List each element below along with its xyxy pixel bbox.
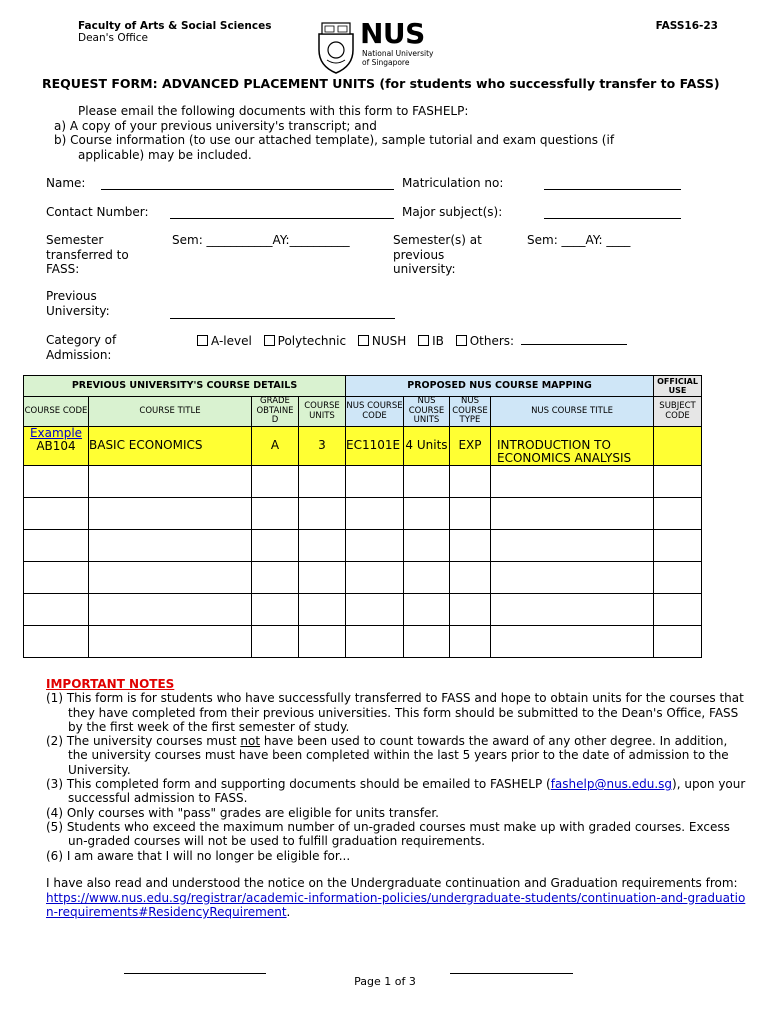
option-polytechnic[interactable] (264, 334, 346, 348)
cell[interactable] (299, 562, 346, 594)
intro-item-b: b) Course information (to use our attached template), sample tutorial and exam questions (if (54, 133, 615, 147)
col-nus-code: NUS COURSE CODE (346, 397, 404, 427)
nus-logo (317, 17, 447, 74)
major-label: Major subject(s): (402, 205, 503, 219)
cell[interactable] (346, 626, 404, 658)
name-label: Name: (46, 176, 86, 190)
semester-transferred-field[interactable]: Sem: ___________AY:__________ (172, 233, 350, 247)
note-6: (6) I am aware that I will no longer be eligible for... (46, 848, 351, 863)
example-nus-code: EC1101E (346, 427, 404, 466)
option-nush-label: NUSH (371, 334, 407, 348)
col-nus-units: NUS COURSE UNITS (404, 397, 450, 427)
cell[interactable] (450, 594, 491, 626)
cell[interactable] (252, 594, 299, 626)
cell[interactable] (404, 498, 450, 530)
cell[interactable] (654, 562, 702, 594)
group-official-header: OFFICIAL USE (654, 376, 702, 397)
cell[interactable] (89, 530, 252, 562)
cell[interactable] (24, 498, 89, 530)
intro-block (42, 104, 742, 162)
notes-heading: IMPORTANT NOTES (46, 677, 175, 691)
logo-text: NUS (360, 17, 425, 50)
semester-previous-label: Semester(s) at previous university: (393, 233, 482, 276)
note-2-a: (2) The university courses must (46, 734, 241, 749)
cell[interactable] (24, 594, 89, 626)
group-previous-header: PREVIOUS UNIVERSITY'S COURSE DETAILS (24, 376, 346, 397)
declaration (46, 876, 746, 920)
cell[interactable] (24, 562, 89, 594)
table-row (24, 466, 702, 498)
matric-field[interactable] (544, 176, 681, 190)
note-4: (4) Only courses with "pass" grades are eligible for units transfer. (46, 805, 439, 820)
intro-line: Please email the following documents with this form to FASHELP: (78, 104, 469, 118)
note-2 (46, 734, 746, 777)
option-alevel-label: A-level (211, 334, 252, 348)
cell[interactable] (450, 530, 491, 562)
semester-transferred-label: Semester transferred to FASS: (46, 233, 129, 276)
example-subject-code (654, 427, 702, 466)
cell[interactable] (404, 562, 450, 594)
cell[interactable] (654, 466, 702, 498)
cell[interactable] (450, 466, 491, 498)
cell[interactable] (491, 466, 654, 498)
category-options (197, 333, 627, 349)
col-units: COURSE UNITS (299, 397, 346, 427)
checkbox-icon (358, 335, 369, 346)
table-row (24, 530, 702, 562)
col-course-title: COURSE TITLE (89, 397, 252, 427)
table-row (24, 594, 702, 626)
matric-label: Matriculation no: (402, 176, 504, 190)
checkbox-icon (264, 335, 275, 346)
intro-item-b-cont: applicable) may be included. (78, 147, 252, 162)
note-3 (46, 777, 746, 806)
col-nus-type: NUS COURSE TYPE (450, 397, 491, 427)
cell[interactable] (346, 562, 404, 594)
logo-sub1: National University (362, 49, 434, 58)
cell[interactable] (252, 530, 299, 562)
cell[interactable] (491, 530, 654, 562)
cell[interactable] (450, 562, 491, 594)
major-field[interactable] (544, 205, 681, 219)
table-row (24, 562, 702, 594)
example-course-code (24, 427, 89, 466)
others-field[interactable] (521, 333, 627, 345)
form-title: REQUEST FORM: ADVANCED PLACEMENT UNITS (for students who successfully transfer to FASS) (42, 76, 720, 91)
cell[interactable] (89, 466, 252, 498)
checkbox-icon (418, 335, 429, 346)
note-5: (5) Students who exceed the maximum number of un-graded courses must make up with graded courses. Excess un-graded courses will not be used to fulfill graduation requirements. (46, 819, 730, 849)
col-grade: GRADE OBTAINE D (252, 397, 299, 427)
cell[interactable] (654, 530, 702, 562)
cell[interactable] (24, 466, 89, 498)
note-3-b: ), upon your successful admission to FASS. (68, 777, 746, 806)
cell[interactable] (450, 626, 491, 658)
option-others[interactable] (456, 334, 514, 348)
cell[interactable] (346, 498, 404, 530)
cell[interactable] (654, 626, 702, 658)
cell[interactable] (404, 466, 450, 498)
cell[interactable] (491, 498, 654, 530)
form-code: FASS16-23 (655, 20, 718, 32)
cell[interactable] (491, 626, 654, 658)
option-others-label: Others: (469, 334, 515, 348)
cell[interactable] (252, 562, 299, 594)
logo-subtitle (362, 50, 433, 67)
example-units: 3 (299, 427, 346, 466)
previous-university-label: Previous University: (46, 289, 110, 318)
example-row (24, 427, 702, 466)
note-3-a: (3) This completed form and supporting documents should be emailed to FASHELP ( (46, 777, 551, 792)
cell[interactable] (450, 498, 491, 530)
course-table (23, 375, 702, 658)
cell[interactable] (404, 626, 450, 658)
note-2-not: not (240, 734, 261, 749)
option-ib[interactable] (418, 334, 444, 348)
checkbox-icon (456, 335, 467, 346)
checkbox-icon (197, 335, 208, 346)
cell[interactable] (346, 594, 404, 626)
faculty-header (78, 20, 271, 44)
requirements-link[interactable]: https://www.nus.edu.sg/registrar/academic-information-policies/undergraduate-students/continuation-and-graduation-requirements#ResidencyRequirement (46, 890, 746, 919)
cell[interactable] (24, 530, 89, 562)
table-row (24, 626, 702, 658)
cell[interactable] (299, 594, 346, 626)
cell[interactable] (89, 498, 252, 530)
cell[interactable] (89, 594, 252, 626)
name-field[interactable] (101, 176, 394, 190)
cell[interactable] (89, 626, 252, 658)
group-nus-header: PROPOSED NUS COURSE MAPPING (346, 376, 654, 397)
cell[interactable] (654, 498, 702, 530)
example-label: Example (29, 426, 83, 440)
cell[interactable] (299, 530, 346, 562)
cell[interactable] (404, 594, 450, 626)
important-notes (46, 677, 746, 863)
cell[interactable] (89, 562, 252, 594)
example-grade: A (252, 427, 299, 466)
option-polytechnic-label: Polytechnic (277, 334, 347, 348)
cell[interactable] (252, 466, 299, 498)
declaration-end: . (286, 905, 291, 919)
example-code-value: AB104 (36, 439, 76, 453)
fashelp-email-link[interactable]: fashelp@nus.edu.sg (550, 777, 673, 792)
cell[interactable] (252, 498, 299, 530)
page-number: Page 1 of 3 (354, 975, 416, 988)
example-nus-units: 4 Units (404, 427, 450, 466)
cell[interactable] (654, 594, 702, 626)
col-course-code: COURSE CODE (24, 397, 89, 427)
note-2-b: have been used to count towards the award of any other degree. In addition, the university courses must have been completed within the last 5 years prior to the date of admission to the University. (68, 734, 729, 777)
category-label: Category of Admission: (46, 333, 117, 362)
intro-item-a: a) A copy of your previous university's transcript; and (54, 118, 377, 133)
col-subject-code: SUBJECT CODE (654, 397, 702, 427)
cell[interactable] (346, 530, 404, 562)
signature-line[interactable] (124, 973, 266, 974)
cell[interactable] (299, 626, 346, 658)
cell[interactable] (252, 626, 299, 658)
contact-label: Contact Number: (46, 205, 149, 219)
example-nus-type: EXP (450, 427, 491, 466)
option-nush[interactable] (358, 334, 406, 348)
cell[interactable] (24, 626, 89, 658)
cell[interactable] (404, 530, 450, 562)
option-ib-label: IB (432, 334, 444, 348)
previous-university-field[interactable] (170, 305, 395, 319)
example-course-title: BASIC ECONOMICS (89, 427, 252, 466)
note-1: (1) This form is for students who have successfully transferred to FASS and hope to obtain units for the courses that they have completed from their previous universities. This form should be submitted to the Dean's Office, FASS by the first week of the first semester of study. (46, 691, 744, 734)
table-row (24, 498, 702, 530)
faculty-name: Faculty of Arts & Social Sciences (78, 20, 272, 32)
semester-previous-field[interactable]: Sem: ____AY: ____ (527, 233, 631, 247)
cell[interactable] (346, 466, 404, 498)
contact-field[interactable] (170, 205, 394, 219)
cell[interactable] (491, 562, 654, 594)
logo-sub2: of Singapore (362, 57, 410, 67)
cell[interactable] (491, 594, 654, 626)
date-line[interactable] (450, 973, 573, 974)
col-nus-title: NUS COURSE TITLE (491, 397, 654, 427)
cell[interactable] (299, 498, 346, 530)
declaration-text: I have also read and understood the notice on the Undergraduate continuation and Graduation requirements from: (46, 876, 738, 890)
example-nus-title: INTRODUCTION TO ECONOMICS ANALYSIS (491, 427, 654, 466)
office-name: Dean's Office (78, 32, 148, 44)
option-alevel[interactable] (197, 334, 252, 348)
cell[interactable] (299, 466, 346, 498)
